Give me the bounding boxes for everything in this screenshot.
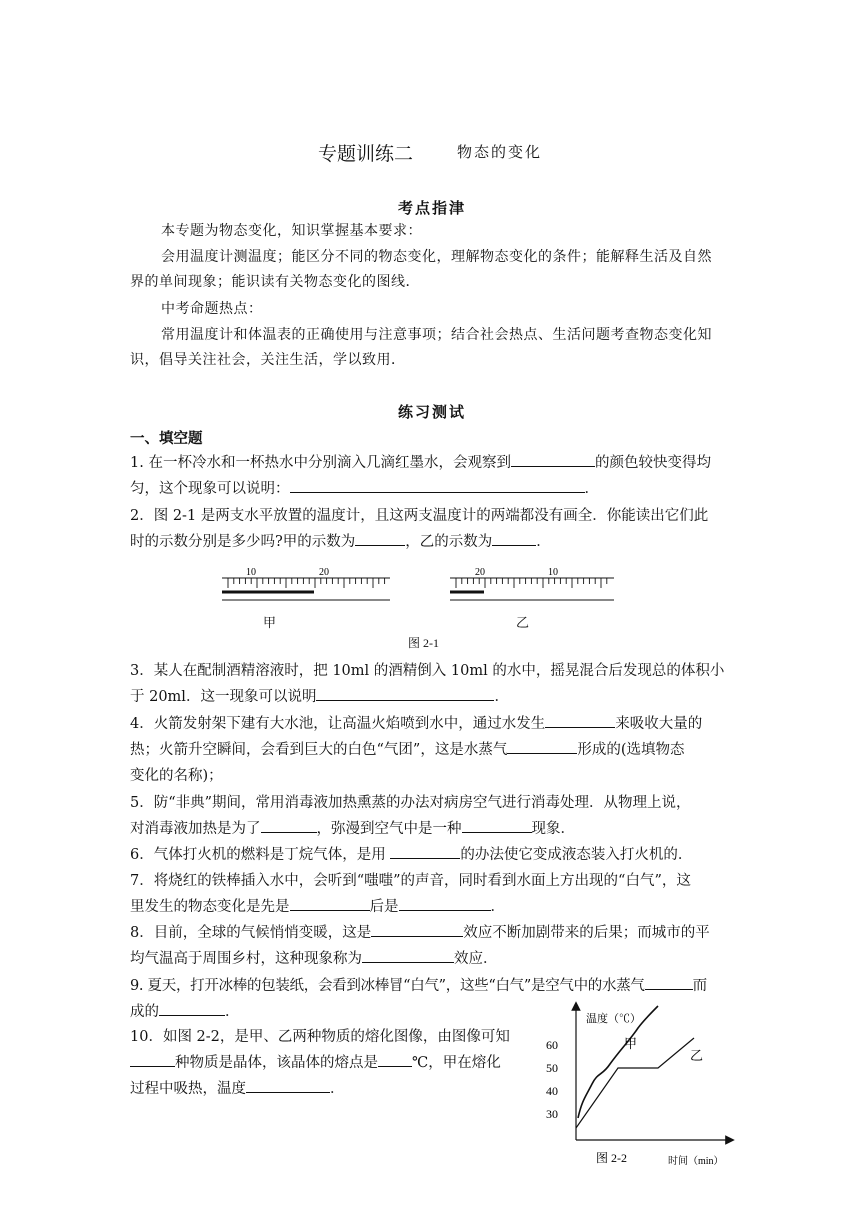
tick-label: 20 bbox=[475, 567, 485, 578]
question-5-line2: 对消毒液加热是为了 ，弥漫到空气中是一种 现象． bbox=[130, 818, 730, 841]
series-label-yi: 乙 bbox=[690, 1048, 704, 1063]
answer-blank[interactable] bbox=[645, 975, 693, 990]
section-heading: 一、填空题 bbox=[130, 431, 203, 447]
question-10-line2: 种物质是晶体，该晶体的熔点是 ℃，甲在熔化 bbox=[130, 1052, 530, 1075]
answer-blank[interactable] bbox=[261, 818, 317, 833]
curve-yi bbox=[576, 1038, 694, 1128]
answer-blank[interactable] bbox=[246, 1078, 330, 1093]
question-4-line1: 4．火箭发射架下建有大水池，让高温火焰喷到水中，通过水发生 来吸收大量的 bbox=[130, 713, 730, 736]
answer-blank[interactable] bbox=[390, 844, 460, 859]
question-7-line2: 里发生的物态变化是先是 后是 ． bbox=[130, 896, 730, 919]
question-8-line2: 均气温高于周围乡村，这种现象称为 效应． bbox=[130, 948, 730, 971]
answer-blank[interactable] bbox=[492, 531, 536, 546]
figure-2-2-caption: 图 2-2 bbox=[596, 1151, 627, 1165]
answer-blank[interactable] bbox=[545, 713, 615, 728]
answer-blank[interactable] bbox=[362, 948, 454, 963]
thermometer-jia bbox=[222, 567, 390, 600]
answer-blank[interactable] bbox=[355, 531, 405, 546]
question-9-line2: 成的 ． bbox=[130, 1001, 730, 1024]
guide-p2-line2: 界的单间现象；能识读有关物态变化的图线． bbox=[130, 274, 420, 290]
question-9-line1: 9. 夏天，打开冰棒的包装纸，会看到冰棒冒“白气”，这些“白气”是空气中的水蒸气 而 bbox=[130, 975, 735, 998]
question-1-line2: 匀，这个现象可以说明： ． bbox=[130, 478, 730, 501]
tick-label: 10 bbox=[246, 567, 256, 578]
guide-p4-line2: 识，倡导关注社会，关注生活，学以致用． bbox=[130, 352, 406, 368]
x-axis-label: 时间（min） bbox=[668, 1156, 724, 1167]
practice-heading: 练习测试 bbox=[398, 403, 467, 421]
answer-blank[interactable] bbox=[378, 1052, 412, 1067]
question-4-line3: 变化的名称)； bbox=[130, 768, 223, 784]
question-7-line1: 7．将烧红的铁棒插入水中，会听到“嗤嗤”的声音，同时看到水面上方出现的“白气”，这 bbox=[130, 873, 691, 889]
question-6: 6．气体打火机的燃料是丁烷气体，是用 的办法使它变成液态装入打火机的． bbox=[130, 844, 730, 867]
figure-2-1-label-yi: 乙 bbox=[516, 616, 530, 631]
figure-2-2 bbox=[530, 1000, 740, 1175]
figure-2-1-label-jia: 甲 bbox=[263, 616, 277, 631]
question-3-line1: 3．某人在配制酒精溶液时，把 10ml 的酒精倒入 10ml 的水中，摇晃混合后发现总的体积小 bbox=[130, 663, 725, 679]
page-title: 专题训练二 bbox=[318, 143, 414, 165]
answer-blank[interactable] bbox=[371, 922, 463, 937]
answer-blank[interactable] bbox=[316, 686, 494, 701]
page-subtitle: 物态的变化 bbox=[457, 143, 543, 161]
answer-blank[interactable] bbox=[462, 818, 532, 833]
answer-blank[interactable] bbox=[130, 1052, 175, 1067]
tick-label: 20 bbox=[319, 567, 329, 578]
answer-blank[interactable] bbox=[511, 452, 595, 467]
question-2-line1: 2．图 2-1 是两支水平放置的温度计，且这两支温度计的两端都没有画全．你能读出它们此 bbox=[130, 508, 709, 524]
thermometer-yi bbox=[450, 567, 614, 600]
question-10-line3: 过程中吸热，温度 ． bbox=[130, 1078, 530, 1101]
series-label-jia: 甲 bbox=[624, 1036, 638, 1051]
guide-p2-line1: 会用温度计测温度；能区分不同的物态变化，理解物态变化的条件；能解释生活及自然 bbox=[161, 249, 712, 265]
question-10-line1: 10．如图 2-2，是甲、乙两种物质的熔化图像，由图像可知 bbox=[130, 1029, 510, 1045]
guide-p1: 本专题为物态变化，知识掌握基本要求： bbox=[161, 223, 422, 239]
answer-blank[interactable] bbox=[290, 478, 585, 493]
question-2-line2: 时的示数分别是多少吗?甲的示数为 ，乙的示数为 ． bbox=[130, 531, 730, 554]
y-tick-label: 50 bbox=[546, 1061, 558, 1075]
question-4-line2: 热；火箭升空瞬间，会看到巨大的白色“气团”，这是水蒸气 形成的(选填物态 bbox=[130, 739, 730, 762]
question-3-line2: 于 20ml．这一现象可以说明 ． bbox=[130, 686, 730, 709]
guide-heading: 考点指津 bbox=[398, 199, 467, 217]
question-1-line1: 1. 在一杯冷水和一杯热水中分别滴入几滴红墨水，会观察到 的颜色较快变得均 bbox=[130, 452, 730, 475]
guide-p4-line1: 常用温度计和体温表的正确使用与注意事项；结合社会热点、生活问题考查物态变化知 bbox=[161, 327, 712, 343]
y-tick-label: 60 bbox=[546, 1038, 558, 1052]
y-tick-label: 40 bbox=[546, 1084, 558, 1098]
answer-blank[interactable] bbox=[399, 896, 491, 911]
y-axis-label: 温度（℃） bbox=[586, 1013, 641, 1025]
question-8-line1: 8．目前，全球的气候悄悄变暖，这是 效应不断加剧带来的后果；而城市的平 bbox=[130, 922, 730, 945]
answer-blank[interactable] bbox=[290, 896, 370, 911]
figure-2-1-caption: 图 2-1 bbox=[408, 636, 439, 650]
guide-p3: 中考命题热点： bbox=[161, 301, 263, 317]
answer-blank[interactable] bbox=[507, 739, 577, 754]
tick-label: 10 bbox=[548, 567, 558, 578]
answer-blank[interactable] bbox=[159, 1001, 225, 1016]
y-tick-label: 30 bbox=[546, 1107, 558, 1121]
question-5-line1: 5．防“非典”期间，常用消毒液加热熏蒸的办法对病房空气进行消毒处理．从物理上说， bbox=[130, 795, 691, 811]
